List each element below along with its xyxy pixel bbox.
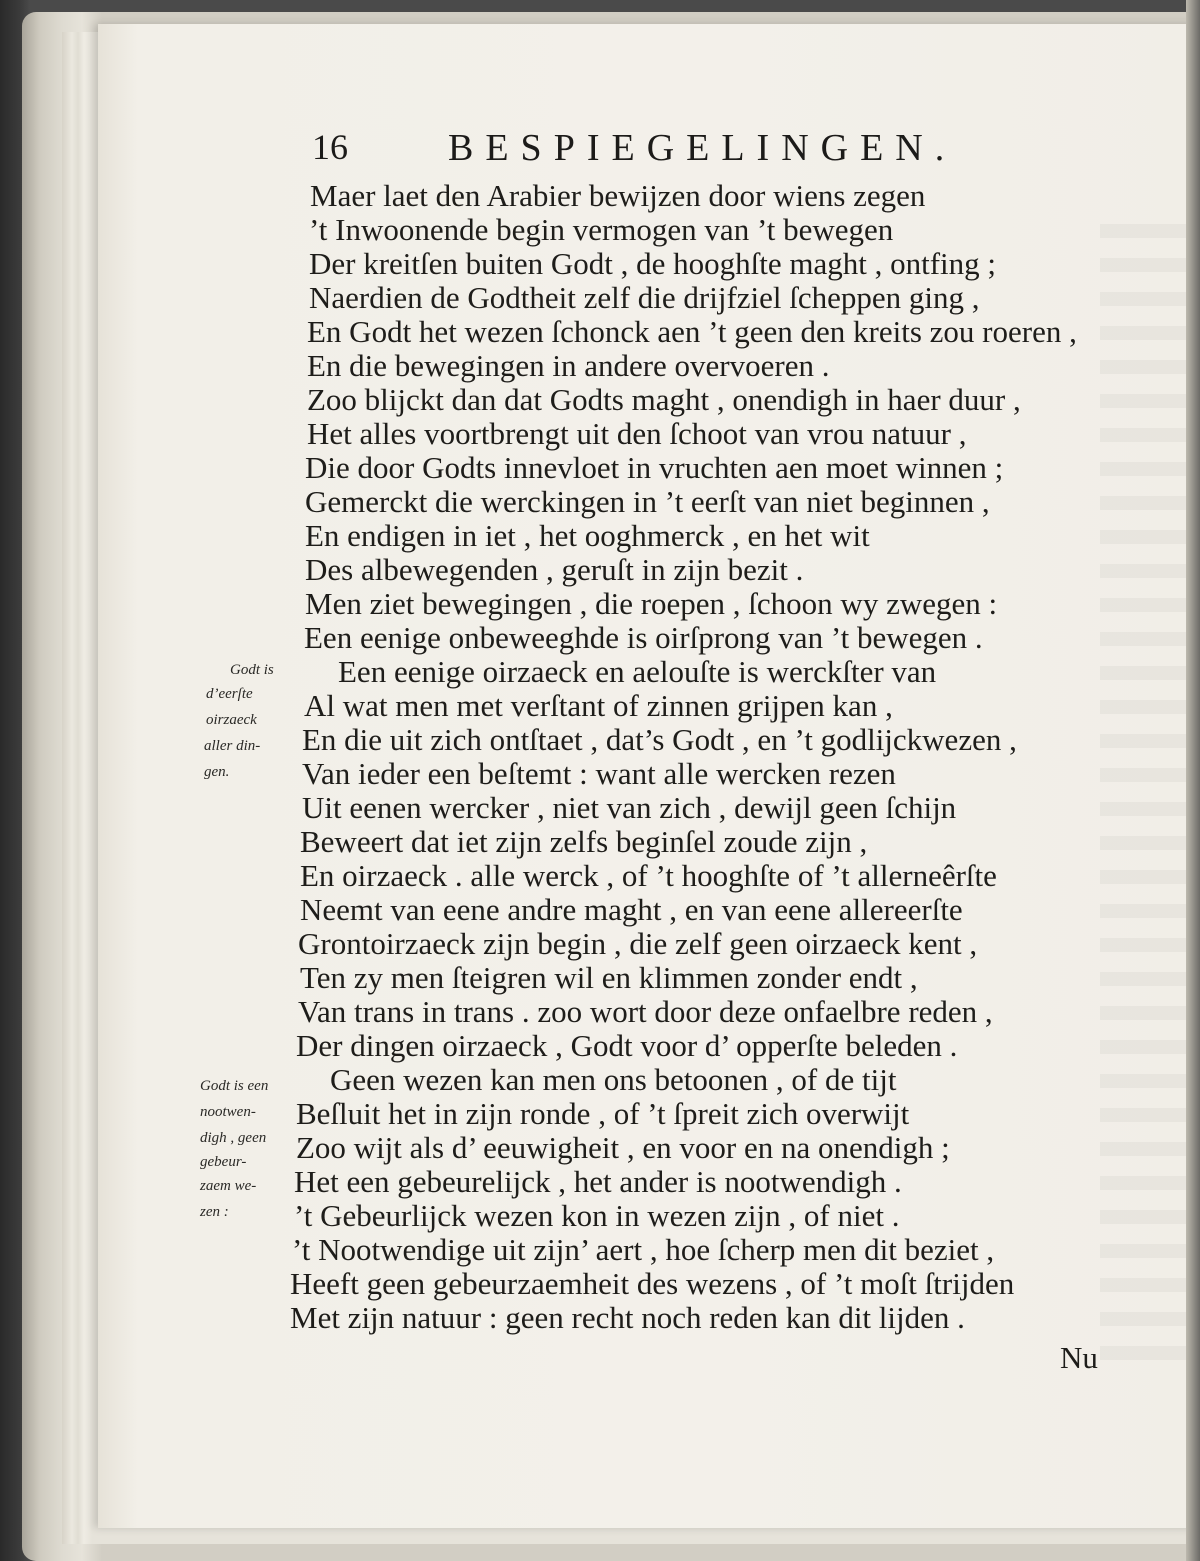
margin-note-line: gen. [204, 764, 230, 780]
margin-note-line: d’eerſte [206, 686, 253, 702]
page-right-edge [1186, 0, 1200, 1561]
text-line: Van ieder een beſtemt : want alle wercken rezen [302, 756, 896, 791]
catchword: Nu [1060, 1340, 1098, 1375]
text-line: En die bewegingen in andere overvoeren . [307, 348, 830, 383]
margin-note-line: gebeur- [200, 1154, 247, 1170]
text-line: Een eenige onbeweeghde is oirſprong van ’t bewegen . [304, 620, 983, 655]
text-line: Een eenige oirzaeck en aelouſte is werckſter van [338, 654, 937, 689]
text-line: En endigen in iet , het ooghmerck , en het wit [305, 518, 870, 553]
text-line: Geen wezen kan men ons betoonen , of de tijt [330, 1062, 897, 1097]
margin-note-line: digh , geen [200, 1130, 267, 1146]
text-line: Van trans in trans . zoo wort door deze onfaelbre reden , [298, 994, 993, 1029]
margin-note-line: zaem we- [200, 1178, 257, 1194]
text-line: Heeft geen gebeurzaemheit des wezens , of ’t moſt ſtrijden [290, 1266, 1015, 1301]
text-line: Men ziet bewegingen , die roepen , ſchoon wy zwegen : [305, 586, 998, 621]
text-line: Gemerckt die werckingen in ’t eerſt van niet beginnen , [305, 484, 990, 519]
margin-note-line: Godt is [230, 662, 274, 678]
margin-note-line: oirzaeck [206, 712, 257, 728]
margin-note-line: Godt is een [200, 1078, 269, 1094]
margin-note-line: zen : [200, 1204, 229, 1220]
text-line: Die door Godts innevloet in vruchten aen moet winnen ; [305, 450, 1004, 485]
text-line: En die uit zich ontſtaet , dat’s Godt , en ’t godlijckwezen , [302, 722, 1017, 757]
page-number: 16 [312, 127, 348, 167]
text-line: Der kreitſen buiten Godt , de hooghſte maght , ontfing ; [309, 246, 997, 281]
text-line: Zoo blijckt dan dat Godts maght , onendigh in haer duur , [307, 382, 1021, 417]
page-header [312, 118, 1112, 174]
text-line: ’t Nootwendige uit zijn’ aert , hoe ſcherp men dit beziet , [292, 1232, 995, 1267]
running-title: BESPIEGELINGEN. [448, 127, 957, 169]
text-line: Des albewegenden , geruſt in zijn bezit . [305, 552, 804, 587]
text-line: Met zijn natuur : geen recht noch reden kan dit lijden . [290, 1300, 965, 1335]
text-line: Grontoirzaeck zijn begin , die zelf geen oirzaeck kent , [298, 926, 978, 961]
margin-note-line: nootwen- [200, 1104, 256, 1120]
text-line: En oirzaeck . alle werck , of ’t hooghſte of ’t allerneêrſte [300, 858, 997, 893]
margin-note-line: aller din- [204, 738, 261, 754]
text-line: Maer laet den Arabier bewijzen door wiens zegen [310, 178, 926, 213]
text-line: En Godt het wezen ſchonck aen ’t geen den kreits zou roeren , [307, 314, 1077, 349]
text-line: ’t Gebeurlijck wezen kon in wezen zijn , of niet . [294, 1198, 900, 1233]
text-line: Uit eenen wercker , niet van zich , dewijl geen ſchijn [302, 790, 957, 825]
text-line: Neemt van eene andre maght , en van eene allereerſte [300, 892, 963, 927]
text-line: Het een gebeurelijck , het ander is nootwendigh . [294, 1164, 902, 1199]
text-line: Zoo wijt als d’ eeuwigheit , en voor en na onendigh ; [296, 1130, 950, 1165]
text-line: Al wat men met verſtant of zinnen grijpen kan , [304, 688, 893, 723]
text-line: Naerdien de Godtheit zelf die drijfziel ſcheppen ging , [309, 280, 980, 315]
text-line: Beweert dat iet zijn zelfs beginſel zoude zijn , [300, 824, 868, 859]
text-line: Ten zy men ſteigren wil en klimmen zonder endt , [300, 960, 918, 995]
text-line: Der dingen oirzaeck , Godt voor d’ opperſte beleden . [296, 1028, 958, 1063]
show-through-text [1100, 204, 1200, 1364]
text-line: Het alles voortbrengt uit den ſchoot van vrou natuur , [307, 416, 967, 451]
text-line: Beſluit het in zijn ronde , of ’t ſpreit zich overwijt [296, 1096, 910, 1131]
text-line: ’t Inwoonende begin vermogen van ’t bewegen [309, 212, 894, 247]
